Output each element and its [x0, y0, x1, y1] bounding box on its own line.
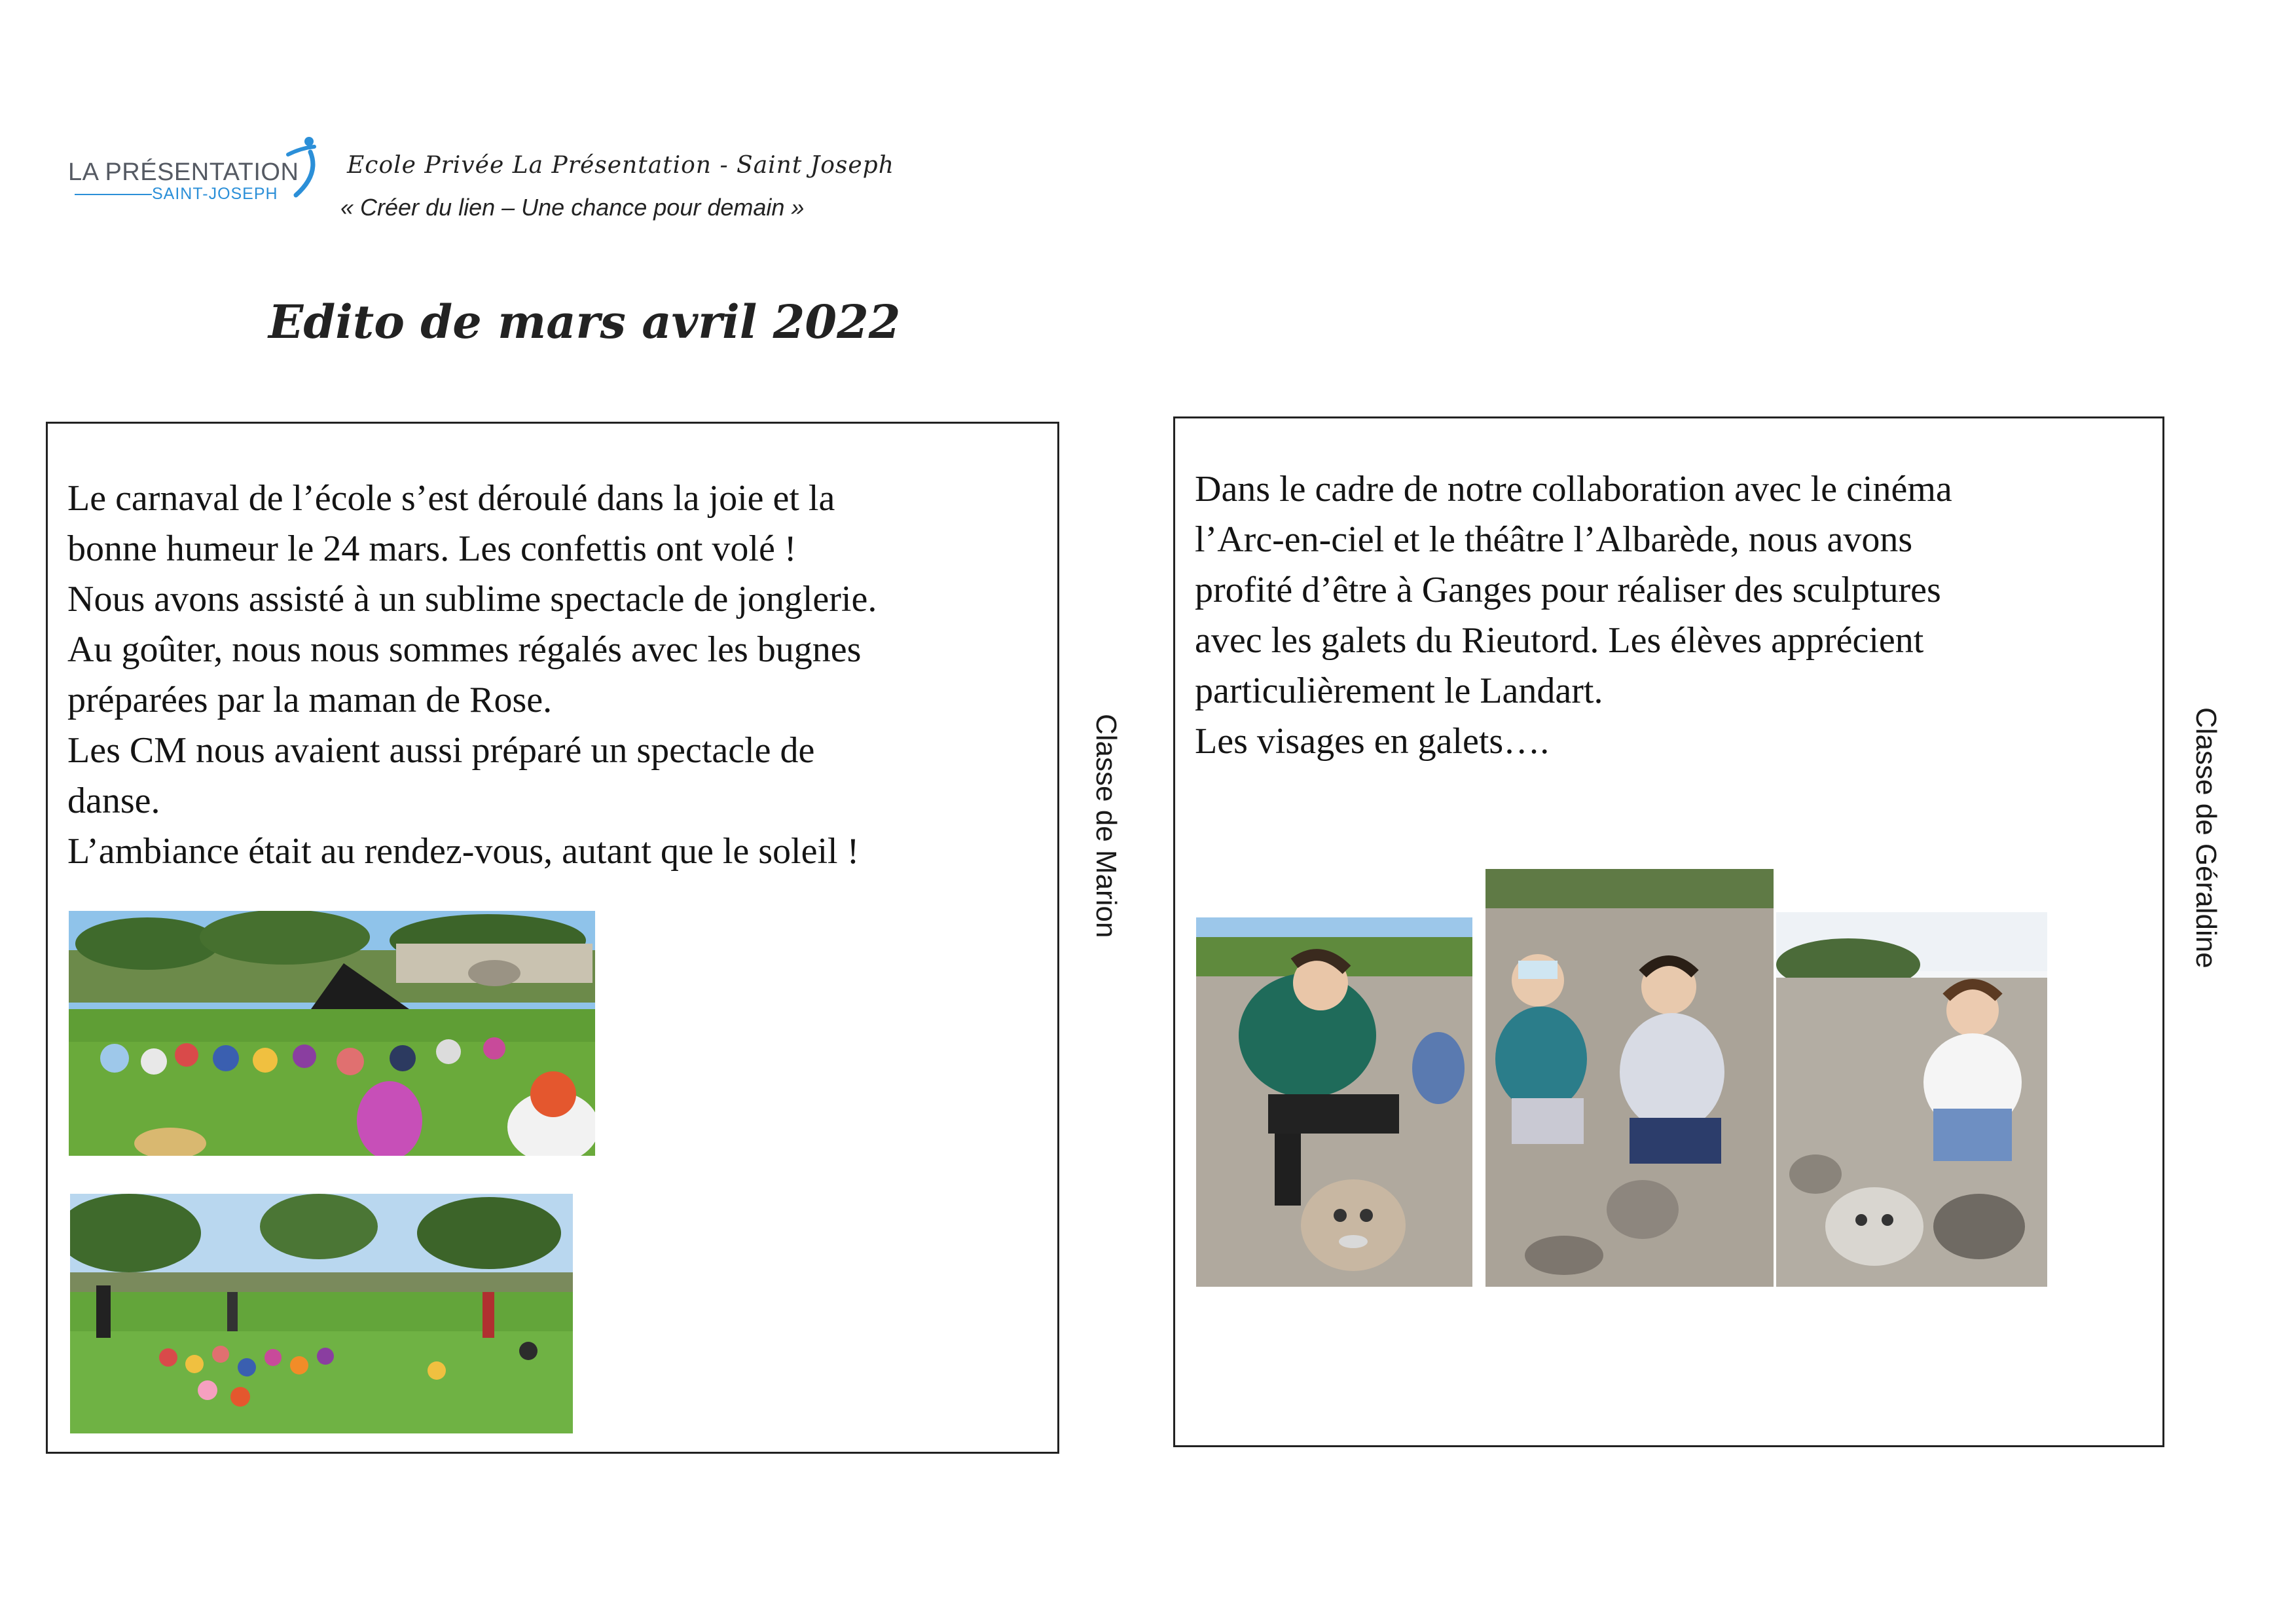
text-line: Les visages en galets….	[1195, 721, 1550, 762]
school-motto: « Créer du lien – Une chance pour demain »	[340, 194, 805, 221]
text-line: particulièrement le Landart.	[1195, 671, 1603, 711]
text-line: profité d’être à Ganges pour réaliser des sculptures	[1195, 570, 1941, 610]
text-line: Au goûter, nous nous sommes régalés avec les bugnes	[67, 629, 862, 670]
carnaval-photo-2	[70, 1194, 573, 1433]
page-title: Edito de mars avril 2022	[268, 295, 901, 349]
logo-figure-icon	[282, 135, 321, 200]
text-line: danse.	[67, 781, 160, 821]
text-line: l’Arc-en-ciel et le théâtre l’Albarède, nous avons	[1195, 519, 1913, 560]
galets-photo-1	[1196, 917, 1472, 1287]
text-line: avec les galets du Rieutord. Les élèves apprécient	[1195, 620, 1924, 661]
school-logo	[68, 135, 304, 213]
text-line: Le carnaval de l’école s’est déroulé dans la joie et la	[67, 478, 835, 519]
text-line: L’ambiance était au rendez-vous, autant que le soleil !	[67, 831, 860, 872]
text-line: préparées par la maman de Rose.	[67, 680, 553, 720]
galets-photo-2	[1485, 869, 1774, 1287]
landart-panel	[1173, 416, 2164, 1447]
galets-photo-3	[1776, 912, 2047, 1287]
carnaval-text	[67, 473, 877, 877]
logo-subname: SAINT-JOSEPH	[152, 185, 278, 203]
text-line: Nous avons assisté à un sublime spectacle de jonglerie.	[67, 579, 877, 619]
carnaval-photo-1	[69, 911, 595, 1156]
text-line: bonne humeur le 24 mars. Les confettis ont volé !	[67, 528, 797, 569]
school-name: Ecole Privée La Présentation - Saint Joseph	[347, 152, 894, 179]
landart-text	[1195, 464, 1952, 767]
class-caption-marion: Classe de Marion	[1090, 714, 1122, 938]
text-line: Les CM nous avaient aussi préparé un spectacle de	[67, 730, 815, 771]
carnaval-panel	[46, 422, 1059, 1454]
logo-rule	[75, 194, 152, 195]
logo-name: LA PRÉSENTATION	[68, 158, 299, 186]
text-line: Dans le cadre de notre collaboration avec le cinéma	[1195, 469, 1952, 509]
class-caption-geraldine: Classe de Géraldine	[2190, 707, 2222, 969]
